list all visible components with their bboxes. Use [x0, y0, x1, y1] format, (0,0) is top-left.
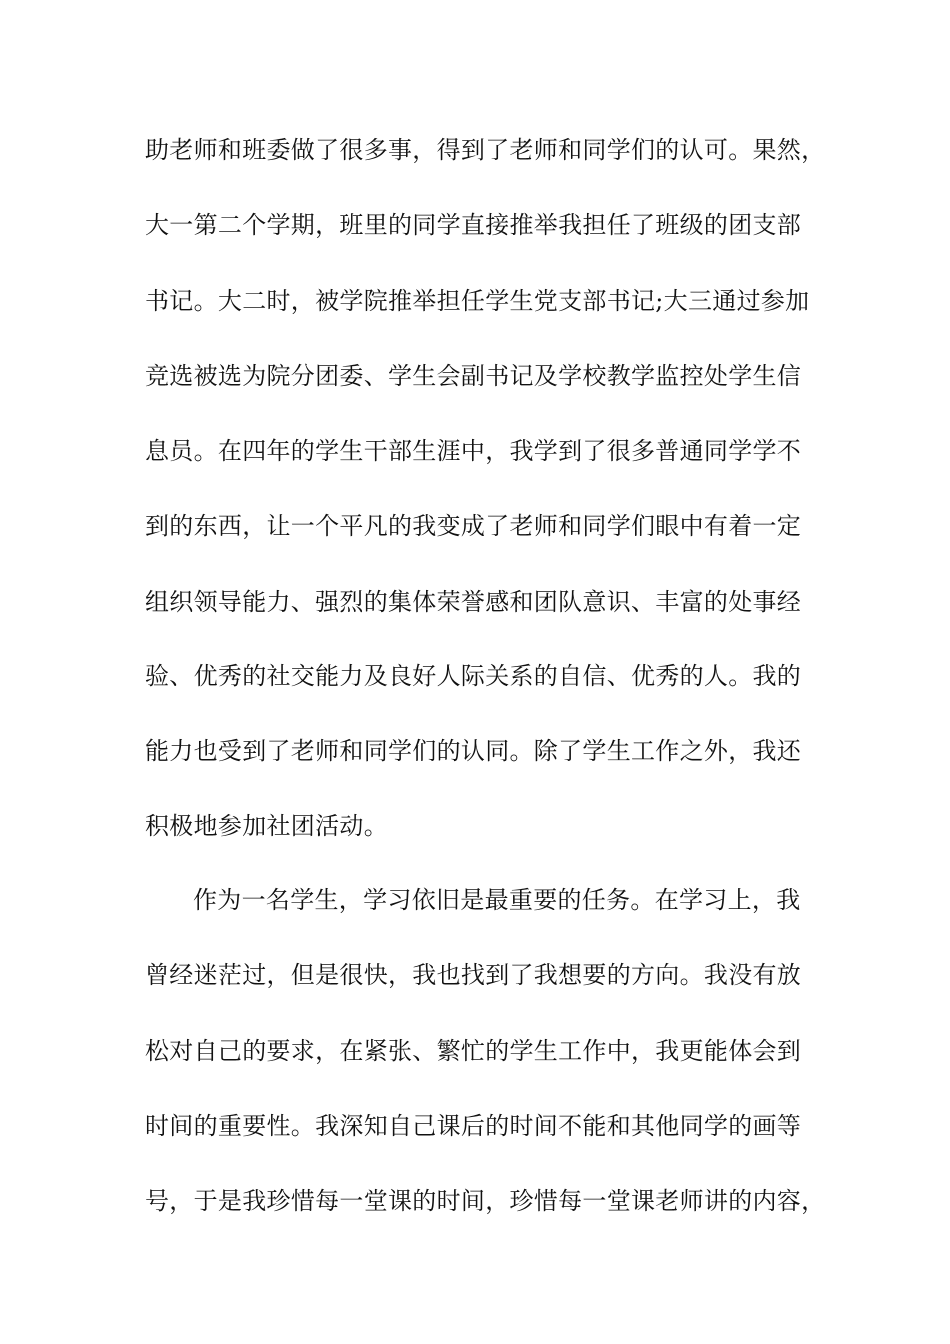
text-line: 号，于是我珍惜每一堂课的时间，珍惜每一堂课老师讲的内容， [145, 1187, 826, 1215]
text-line: 曾经迷茫过，但是很快，我也找到了我想要的方向。我没有放 [145, 961, 802, 989]
text-line: 验、优秀的社交能力及良好人际关系的自信、优秀的人。我的 [145, 662, 802, 690]
text-line: 助老师和班委做了很多事，得到了老师和同学们的认可。果然， [145, 136, 826, 164]
text-line: 积极地参加社团活动。 [145, 812, 388, 840]
text-line: 息员。在四年的学生干部生涯中，我学到了很多普通同学学不 [145, 437, 802, 465]
text-line: 松对自己的要求，在紧张、繁忙的学生工作中，我更能体会到 [145, 1037, 802, 1065]
paragraph-start-line: 作为一名学生，学习依旧是最重要的任务。在学习上，我 [193, 886, 801, 914]
text-line: 到的东西，让一个平凡的我变成了老师和同学们眼中有着一定 [145, 512, 802, 540]
text-line: 组织领导能力、强烈的集体荣誉感和团队意识、丰富的处事经 [145, 588, 802, 616]
text-line: 大一第二个学期，班里的同学直接推举我担任了班级的团支部 [145, 211, 802, 239]
text-line: 书记。大二时，被学院推举担任学生党支部书记;大三通过参加 [145, 287, 810, 315]
text-line: 能力也受到了老师和同学们的认同。除了学生工作之外，我还 [145, 737, 802, 765]
text-line: 竞选被选为院分团委、学生会副书记及学校教学监控处学生信 [145, 362, 802, 390]
text-line: 时间的重要性。我深知自己课后的时间不能和其他同学的画等 [145, 1112, 802, 1140]
